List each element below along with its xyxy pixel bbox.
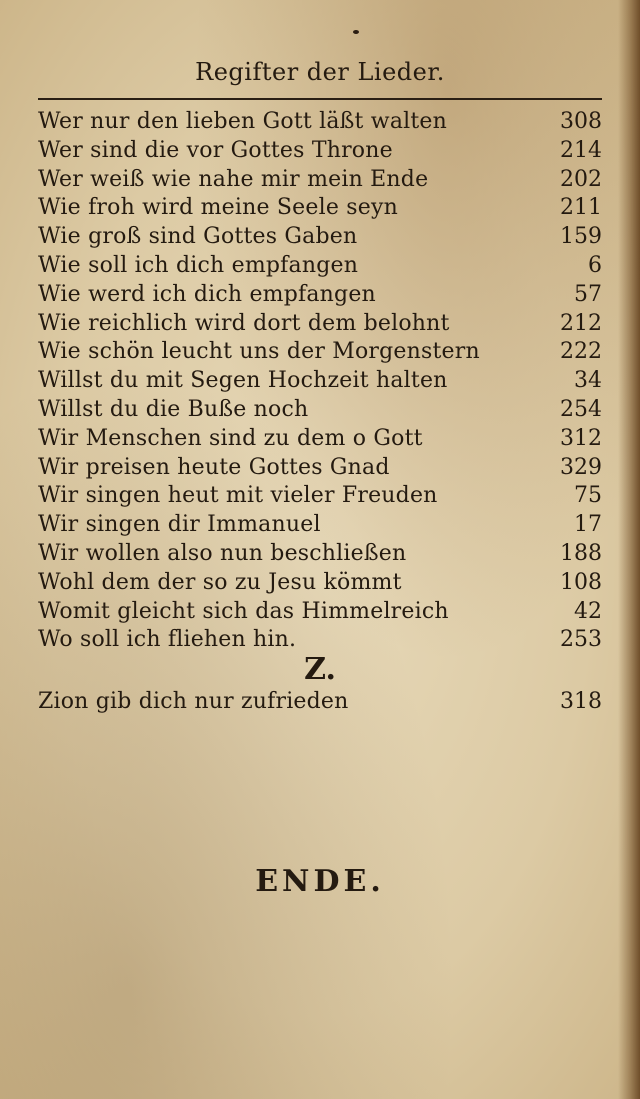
entry-page-number: 211 — [560, 195, 602, 221]
entry-title: Wohl dem der so zu Jesu kömmt — [38, 569, 402, 595]
index-entry — [38, 223, 602, 252]
index-entry — [38, 598, 602, 627]
index-entry — [38, 425, 602, 454]
end-mark: ENDE. — [255, 864, 385, 899]
entry-page-number: 222 — [560, 339, 602, 365]
entry-page-number: 202 — [560, 166, 602, 192]
index-list-z — [38, 688, 602, 717]
entry-page-number: 318 — [560, 689, 602, 714]
entry-page-number: 214 — [560, 137, 602, 163]
header-rule — [38, 98, 602, 100]
entry-page-number: 254 — [560, 396, 602, 422]
entry-page-number: 6 — [588, 252, 602, 278]
entry-page-number: 312 — [560, 425, 602, 451]
index-entry — [38, 166, 602, 195]
index-entry — [38, 252, 602, 281]
entry-title: Wir Menschen sind zu dem o Gott — [38, 425, 423, 451]
entry-title: Womit gleicht sich das Himmelreich — [38, 598, 449, 624]
index-entry — [38, 511, 602, 540]
entry-page-number: 42 — [574, 598, 602, 624]
index-entry — [38, 626, 602, 655]
entry-title: Wie werd ich dich empfangen — [38, 281, 376, 307]
entry-title: Wir preisen heute Gottes Gnad — [38, 454, 390, 480]
entry-page-number: 34 — [574, 368, 602, 394]
ink-mark — [353, 30, 359, 34]
index-entry — [38, 482, 602, 511]
index-entry — [38, 281, 602, 310]
entry-title: Wer nur den lieben Gott läßt walten — [38, 109, 448, 134]
entry-page-number: 108 — [560, 569, 602, 595]
entry-title: Wie froh wird meine Seele seyn — [38, 195, 398, 221]
entry-title: Willst du die Buße noch — [38, 396, 309, 422]
index-entry — [38, 454, 602, 483]
index-entry — [38, 108, 602, 137]
entry-page-number: 212 — [560, 310, 602, 336]
entry-page-number: 57 — [574, 281, 602, 307]
entry-title: Wo soll ich fliehen hin. — [38, 627, 297, 653]
entry-title: Wie schön leucht uns der Morgenstern — [38, 339, 480, 365]
entry-page-number: 188 — [560, 540, 602, 566]
entry-title: Wie soll ich dich empfangen — [38, 252, 359, 278]
entry-title: Wer weiß wie nahe mir mein Ende — [38, 166, 429, 192]
index-entry — [38, 540, 602, 569]
page-header: Regifter der Lieder. — [195, 58, 445, 86]
index-entry — [38, 396, 602, 425]
entry-page-number: 159 — [560, 224, 602, 250]
entry-title: Wir singen heut mit vieler Freuden — [38, 483, 438, 509]
entry-page-number: 17 — [574, 512, 602, 538]
index-entry — [38, 367, 602, 396]
section-letter-z: Z. — [304, 652, 336, 687]
entry-page-number: 329 — [560, 454, 602, 480]
entry-page-number: 75 — [574, 483, 602, 509]
index-entry — [38, 137, 602, 166]
index-entry — [38, 194, 602, 223]
index-entry — [38, 310, 602, 339]
index-entry — [38, 338, 602, 367]
entry-page-number: 308 — [560, 109, 602, 134]
entry-page-number: 253 — [560, 627, 602, 653]
entry-title: Zion gib dich nur zufrieden — [38, 689, 349, 714]
page-edge-shadow — [618, 0, 640, 1099]
entry-title: Wie reichlich wird dort dem belohnt — [38, 310, 450, 336]
entry-title: Wer sind die vor Gottes Throne — [38, 137, 393, 163]
index-entry — [38, 688, 602, 717]
index-entry — [38, 569, 602, 598]
index-list-w — [38, 108, 602, 655]
entry-title: Wir wollen also nun beschließen — [38, 540, 407, 566]
entry-title: Willst du mit Segen Hochzeit halten — [38, 368, 448, 394]
entry-title: Wir singen dir Immanuel — [38, 512, 321, 538]
entry-title: Wie groß sind Gottes Gaben — [38, 224, 358, 250]
